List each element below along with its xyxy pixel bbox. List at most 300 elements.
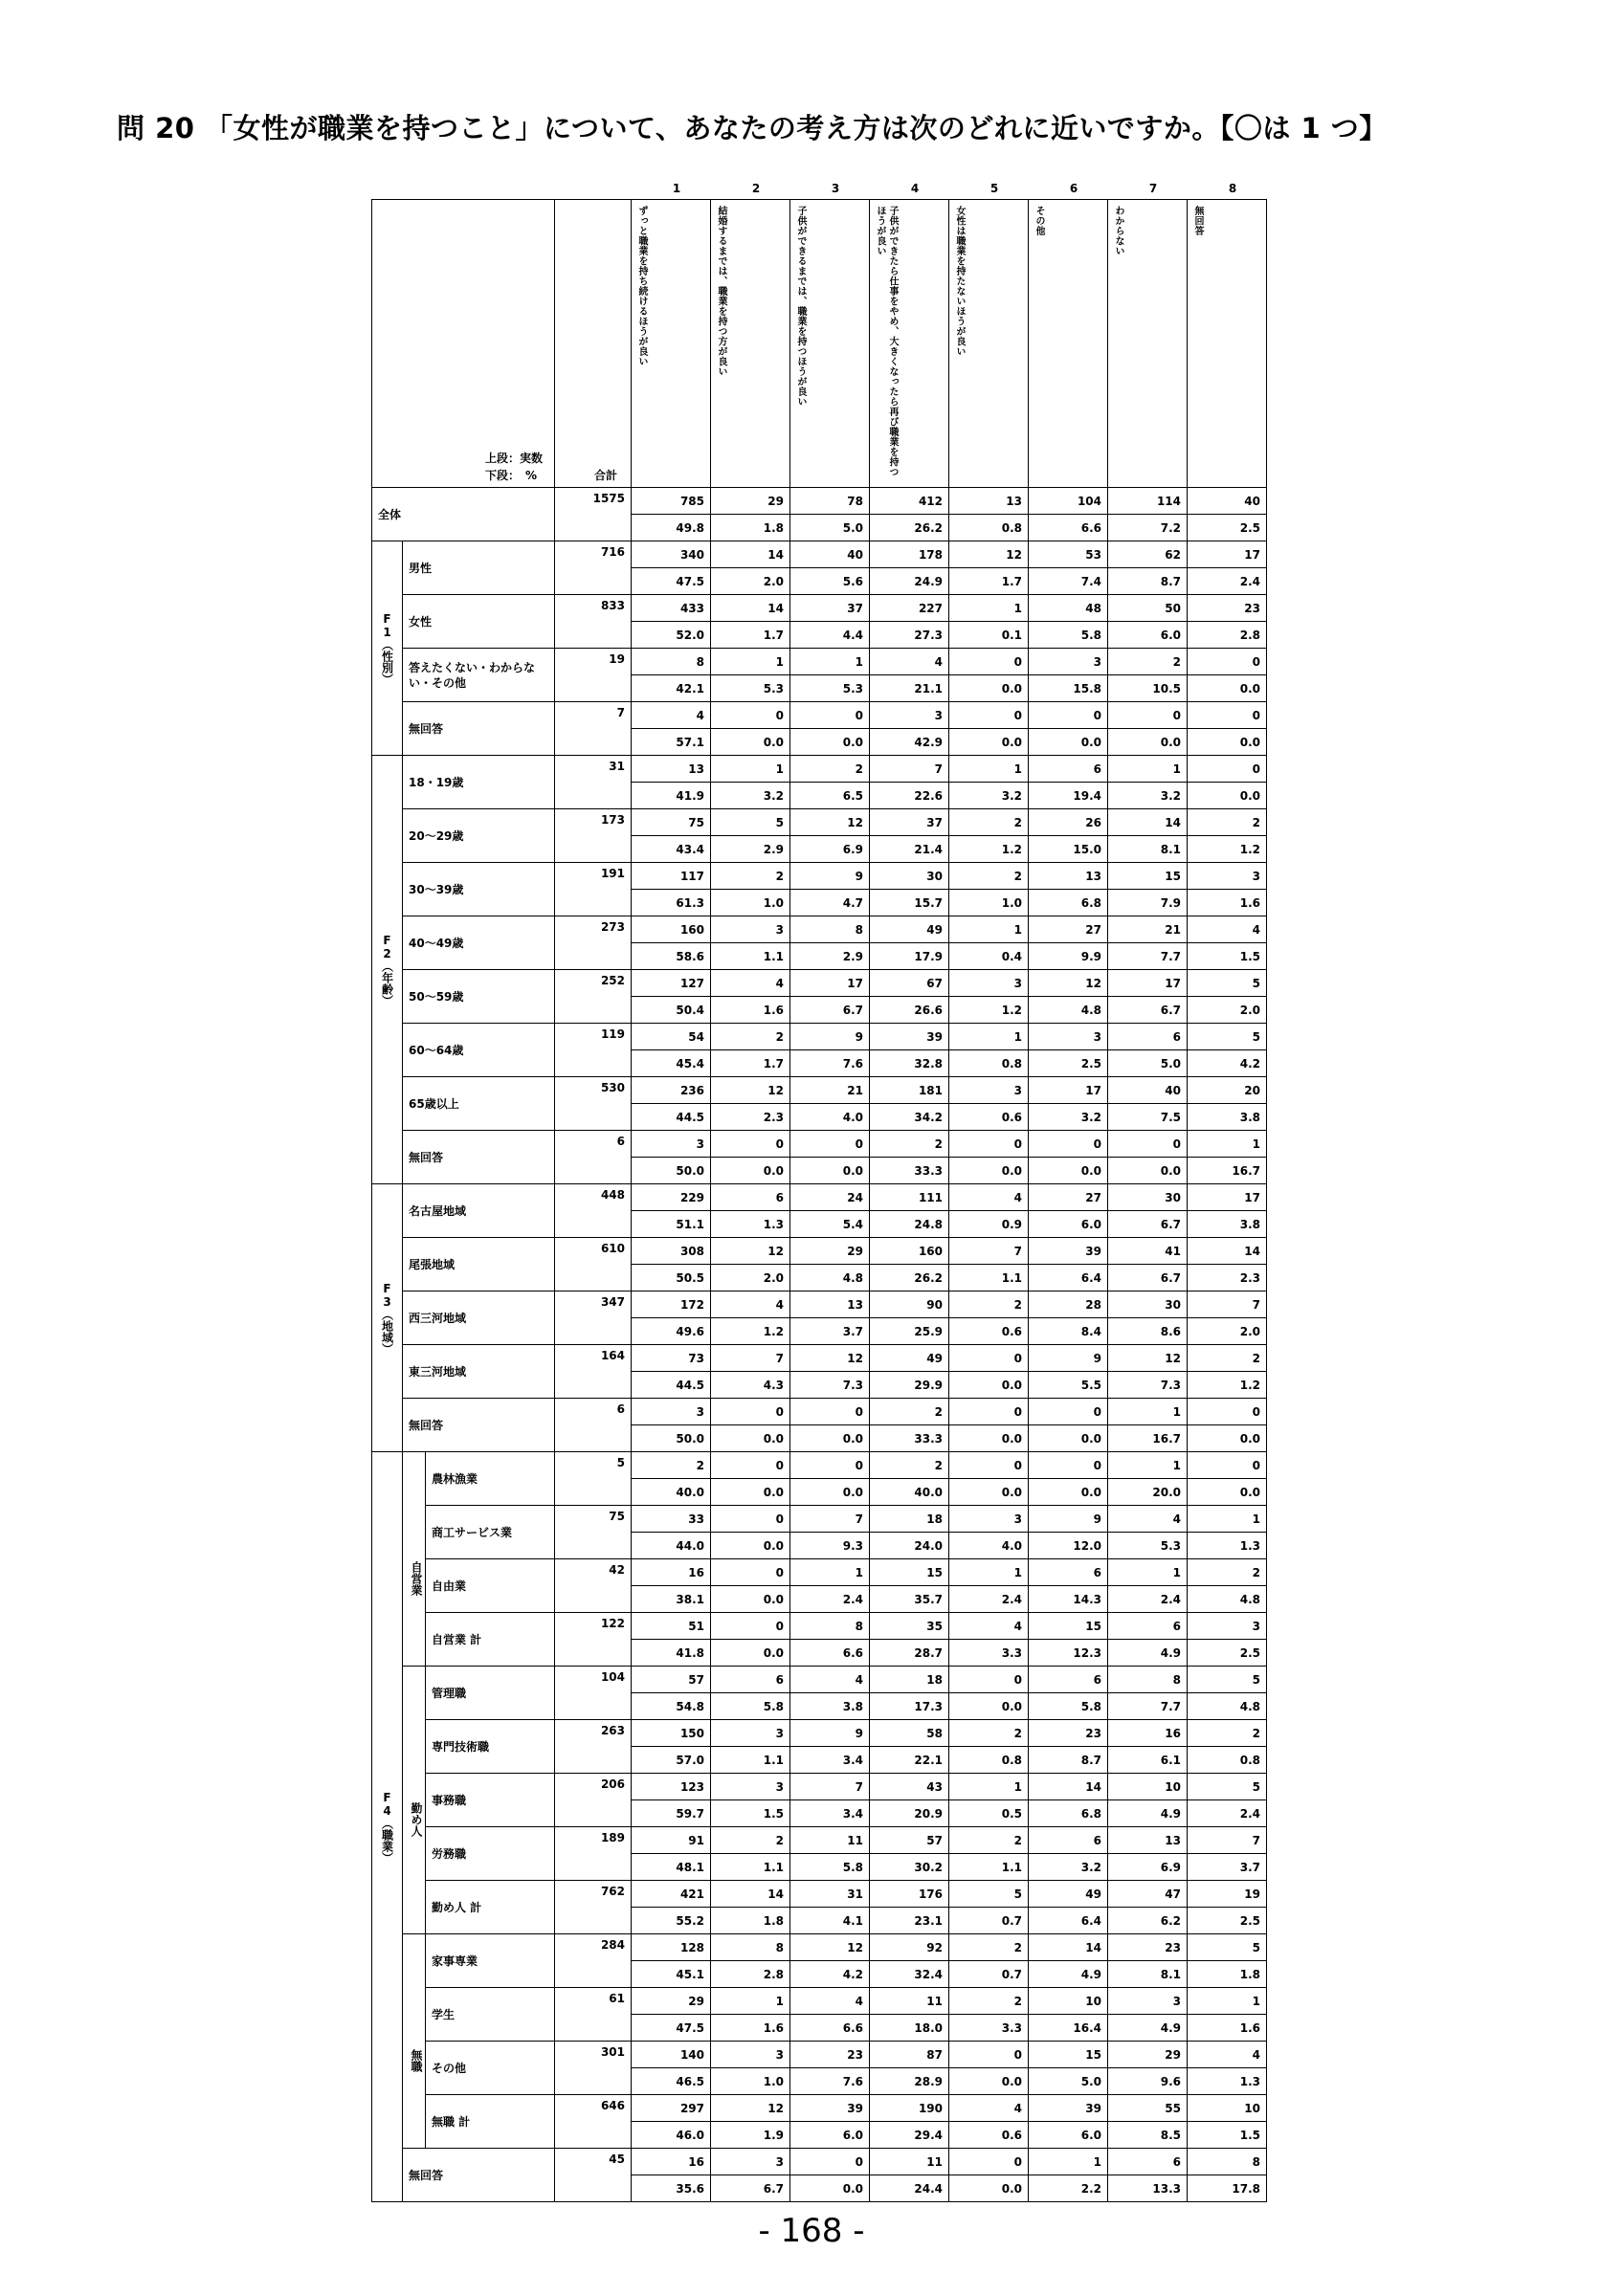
count-cell: 50 [1108, 595, 1188, 622]
count-cell: 78 [790, 488, 870, 515]
lower-label: 下段： % [485, 469, 538, 482]
row-label: 労務職 [426, 1827, 555, 1881]
percent-cell: 19.4 [1029, 783, 1108, 809]
count-cell: 6 [1029, 1559, 1108, 1586]
count-cell: 236 [632, 1077, 711, 1104]
count-cell: 24 [790, 1184, 870, 1211]
total-cell: 833 [555, 595, 632, 649]
percent-cell: 23.1 [870, 1908, 949, 1934]
percent-cell: 4.2 [1188, 1050, 1267, 1077]
percent-cell: 52.0 [632, 622, 711, 649]
count-cell: 11 [870, 2149, 949, 2175]
percent-cell: 7.3 [790, 1372, 870, 1399]
percent-cell: 0.0 [790, 1425, 870, 1452]
percent-cell: 1.6 [711, 997, 790, 1024]
count-cell: 2 [1188, 809, 1267, 836]
percent-cell: 44.0 [632, 1533, 711, 1559]
percent-cell: 1.3 [1188, 2068, 1267, 2095]
percent-cell: 0.8 [1188, 1747, 1267, 1774]
table-row [372, 1559, 1267, 1586]
count-cell: 73 [632, 1345, 711, 1372]
column-number: 8 [1228, 182, 1237, 195]
count-cell: 57 [632, 1667, 711, 1693]
count-cell: 14 [711, 595, 790, 622]
count-cell: 227 [870, 595, 949, 622]
column-header: ずっと職業を持ち続けるほうが良い [632, 200, 711, 488]
count-cell: 12 [711, 2095, 790, 2122]
count-cell: 57 [870, 1827, 949, 1854]
percent-cell: 8.4 [1029, 1318, 1108, 1345]
count-cell: 2 [1108, 649, 1188, 675]
count-cell: 12 [711, 1238, 790, 1265]
count-cell: 20 [1188, 1077, 1267, 1104]
count-cell: 14 [1188, 1238, 1267, 1265]
percent-cell: 32.8 [870, 1050, 949, 1077]
count-cell: 2 [632, 1452, 711, 1479]
percent-cell: 4.3 [711, 1372, 790, 1399]
percent-cell: 1.6 [711, 2015, 790, 2042]
percent-cell: 2.3 [1188, 1265, 1267, 1292]
count-cell: 14 [1029, 1934, 1108, 1961]
count-cell: 0 [1108, 1131, 1188, 1158]
count-cell: 2 [711, 1827, 790, 1854]
count-cell: 3 [632, 1399, 711, 1425]
count-cell: 27 [1029, 1184, 1108, 1211]
percent-cell: 1.8 [711, 1908, 790, 1934]
row-label: 全体 [372, 488, 555, 541]
total-cell: 263 [555, 1720, 632, 1774]
count-cell: 2 [870, 1399, 949, 1425]
count-cell: 4 [949, 1613, 1029, 1640]
percent-cell: 0.0 [949, 1479, 1029, 1506]
count-cell: 3 [949, 1077, 1029, 1104]
count-cell: 0 [949, 1667, 1029, 1693]
row-label: 勤め人 計 [426, 1881, 555, 1934]
percent-cell: 7.3 [1108, 1372, 1188, 1399]
count-cell: 17 [790, 970, 870, 997]
count-cell: 29 [632, 1988, 711, 2015]
percent-cell: 0.0 [949, 729, 1029, 756]
count-cell: 33 [632, 1506, 711, 1533]
count-cell: 17 [1108, 970, 1188, 997]
count-cell: 55 [1108, 2095, 1188, 2122]
count-cell: 1 [1029, 2149, 1108, 2175]
percent-cell: 0.0 [949, 2175, 1029, 2202]
column-header: 子供ができたら仕事をやめ、大きくなったら再び職業を持つほうが良い [870, 200, 949, 488]
count-cell: 3 [1108, 1988, 1188, 2015]
count-cell: 16 [632, 1559, 711, 1586]
count-cell: 0 [790, 1399, 870, 1425]
row-label: 自由業 [426, 1559, 555, 1613]
percent-cell: 3.7 [790, 1318, 870, 1345]
count-cell: 2 [949, 1720, 1029, 1747]
table-row [372, 970, 1267, 997]
percent-cell: 7.6 [790, 2068, 870, 2095]
percent-cell: 29.4 [870, 2122, 949, 2149]
total-cell: 273 [555, 916, 632, 970]
percent-cell: 42.9 [870, 729, 949, 756]
percent-cell: 14.3 [1029, 1586, 1108, 1613]
percent-cell: 3.8 [1188, 1211, 1267, 1238]
count-cell: 4 [870, 649, 949, 675]
count-cell: 140 [632, 2042, 711, 2068]
count-cell: 30 [1108, 1184, 1188, 1211]
percent-cell: 40.0 [632, 1479, 711, 1506]
count-cell: 0 [949, 1452, 1029, 1479]
count-cell: 92 [870, 1934, 949, 1961]
count-cell: 13 [949, 488, 1029, 515]
subgroup-label-mushoku: 無職 [403, 1934, 426, 2149]
count-cell: 31 [790, 1881, 870, 1908]
percent-cell: 3.2 [949, 783, 1029, 809]
percent-cell: 57.1 [632, 729, 711, 756]
total-cell: 122 [555, 1613, 632, 1667]
count-cell: 14 [711, 1881, 790, 1908]
count-cell: 6 [711, 1667, 790, 1693]
table-row [372, 1934, 1267, 1961]
count-cell: 7 [949, 1238, 1029, 1265]
count-cell: 15 [1029, 2042, 1108, 2068]
percent-cell: 2.4 [790, 1586, 870, 1613]
count-cell: 1 [949, 595, 1029, 622]
percent-cell: 21.1 [870, 675, 949, 702]
percent-cell: 58.6 [632, 943, 711, 970]
percent-cell: 2.8 [711, 1961, 790, 1988]
count-cell: 0 [1029, 1452, 1108, 1479]
percent-cell: 35.7 [870, 1586, 949, 1613]
count-cell: 0 [711, 1613, 790, 1640]
table-row [372, 1827, 1267, 1854]
count-cell: 172 [632, 1292, 711, 1318]
count-cell: 21 [790, 1077, 870, 1104]
count-cell: 23 [1108, 1934, 1188, 1961]
count-cell: 1 [711, 649, 790, 675]
percent-cell: 3.8 [790, 1693, 870, 1720]
row-label: 18・19歳 [403, 756, 555, 809]
count-cell: 67 [870, 970, 949, 997]
count-cell: 87 [870, 2042, 949, 2068]
count-cell: 30 [1108, 1292, 1188, 1318]
column-number: 2 [751, 182, 761, 195]
count-cell: 0 [790, 1131, 870, 1158]
percent-cell: 3.8 [1188, 1104, 1267, 1131]
count-cell: 9 [1029, 1506, 1108, 1533]
table-row [372, 1988, 1267, 2015]
table-row [372, 1774, 1267, 1800]
count-cell: 3 [870, 702, 949, 729]
count-cell: 49 [870, 1345, 949, 1372]
total-cell: 189 [555, 1827, 632, 1881]
percent-cell: 47.5 [632, 568, 711, 595]
percent-cell: 2.9 [711, 836, 790, 863]
row-label: 学生 [426, 1988, 555, 2042]
count-cell: 12 [711, 1077, 790, 1104]
column-number: 5 [989, 182, 999, 195]
count-cell: 1 [1108, 756, 1188, 783]
percent-cell: 9.3 [790, 1533, 870, 1559]
total-cell: 164 [555, 1345, 632, 1399]
percent-cell: 5.3 [790, 675, 870, 702]
count-cell: 0 [1029, 702, 1108, 729]
percent-cell: 57.0 [632, 1747, 711, 1774]
count-cell: 0 [711, 1559, 790, 1586]
percent-cell: 0.0 [1188, 1425, 1267, 1452]
table-row [372, 1881, 1267, 1908]
percent-cell: 3.7 [1188, 1854, 1267, 1881]
count-cell: 421 [632, 1881, 711, 1908]
percent-cell: 5.3 [711, 675, 790, 702]
table-row [372, 541, 1267, 568]
percent-cell: 6.0 [1029, 2122, 1108, 2149]
count-cell: 3 [711, 916, 790, 943]
count-cell: 176 [870, 1881, 949, 1908]
count-cell: 23 [790, 2042, 870, 2068]
count-cell: 40 [790, 541, 870, 568]
row-label: 専門技術職 [426, 1720, 555, 1774]
group-label-f3: F3（地域） [372, 1184, 403, 1452]
percent-cell: 15.7 [870, 890, 949, 916]
percent-cell: 0.0 [1188, 1479, 1267, 1506]
count-cell: 160 [870, 1238, 949, 1265]
row-label: 尾張地域 [403, 1238, 555, 1292]
percent-cell: 6.7 [790, 997, 870, 1024]
column-number: 4 [910, 182, 920, 195]
percent-cell: 3.3 [949, 1640, 1029, 1667]
percent-cell: 2.8 [1188, 622, 1267, 649]
count-cell: 190 [870, 2095, 949, 2122]
count-cell: 28 [1029, 1292, 1108, 1318]
count-cell: 13 [1108, 1827, 1188, 1854]
count-cell: 9 [790, 1720, 870, 1747]
percent-cell: 6.6 [1029, 515, 1108, 541]
count-cell: 9 [1029, 1345, 1108, 1372]
count-cell: 48 [1029, 595, 1108, 622]
count-cell: 49 [1029, 1881, 1108, 1908]
percent-cell: 1.3 [1188, 1533, 1267, 1559]
count-cell: 340 [632, 541, 711, 568]
percent-cell: 0.0 [790, 2175, 870, 2202]
percent-cell: 9.6 [1108, 2068, 1188, 2095]
count-cell: 0 [711, 702, 790, 729]
count-cell: 13 [1029, 863, 1108, 890]
table-row [372, 756, 1267, 783]
total-cell: 347 [555, 1292, 632, 1345]
count-cell: 14 [1108, 809, 1188, 836]
total-cell: 716 [555, 541, 632, 595]
count-cell: 18 [870, 1667, 949, 1693]
percent-cell: 6.0 [790, 2122, 870, 2149]
percent-cell: 1.9 [711, 2122, 790, 2149]
count-cell: 0 [949, 649, 1029, 675]
percent-cell: 1.2 [949, 836, 1029, 863]
percent-cell: 0.7 [949, 1908, 1029, 1934]
total-cell: 610 [555, 1238, 632, 1292]
count-cell: 15 [870, 1559, 949, 1586]
percent-cell: 0.0 [949, 1425, 1029, 1452]
count-cell: 37 [870, 809, 949, 836]
percent-cell: 1.1 [949, 1854, 1029, 1881]
count-cell: 1 [711, 756, 790, 783]
percent-cell: 33.3 [870, 1425, 949, 1452]
percent-cell: 4.7 [790, 890, 870, 916]
percent-cell: 0.0 [711, 1425, 790, 1452]
count-cell: 8 [790, 916, 870, 943]
percent-cell: 8.1 [1108, 836, 1188, 863]
total-cell: 19 [555, 649, 632, 702]
percent-cell: 1.8 [1188, 1961, 1267, 1988]
percent-cell: 29.9 [870, 1372, 949, 1399]
row-label: その他 [426, 2042, 555, 2095]
percent-cell: 8.7 [1108, 568, 1188, 595]
percent-cell: 6.7 [1108, 1265, 1188, 1292]
table-row [372, 1399, 1267, 1425]
count-cell: 6 [1108, 1024, 1188, 1050]
percent-cell: 0.8 [949, 515, 1029, 541]
column-numbers [0, 182, 1623, 201]
percent-cell: 22.6 [870, 783, 949, 809]
percent-cell: 0.8 [949, 1050, 1029, 1077]
row-label: 自営業 計 [426, 1613, 555, 1667]
percent-cell: 2.5 [1188, 515, 1267, 541]
count-cell: 3 [632, 1131, 711, 1158]
percent-cell: 50.4 [632, 997, 711, 1024]
count-cell: 1 [949, 1559, 1029, 1586]
percent-cell: 1.0 [711, 890, 790, 916]
percent-cell: 6.1 [1108, 1747, 1188, 1774]
row-label: 家事専業 [426, 1934, 555, 1988]
count-cell: 104 [1029, 488, 1108, 515]
count-cell: 90 [870, 1292, 949, 1318]
count-cell: 4 [711, 970, 790, 997]
count-cell: 4 [1188, 916, 1267, 943]
count-cell: 4 [790, 1667, 870, 1693]
count-cell: 3 [711, 1774, 790, 1800]
count-cell: 47 [1108, 1881, 1188, 1908]
percent-cell: 3.2 [1029, 1854, 1108, 1881]
count-cell: 58 [870, 1720, 949, 1747]
count-cell: 1 [1108, 1559, 1188, 1586]
percent-cell: 5.0 [1029, 2068, 1108, 2095]
total-cell: 1575 [555, 488, 632, 541]
percent-cell: 0.0 [1188, 783, 1267, 809]
count-cell: 3 [711, 2042, 790, 2068]
count-cell: 150 [632, 1720, 711, 1747]
count-cell: 4 [1188, 2042, 1267, 2068]
count-cell: 2 [1188, 1720, 1267, 1747]
total-cell: 6 [555, 1399, 632, 1452]
total-cell: 530 [555, 1077, 632, 1131]
count-cell: 114 [1108, 488, 1188, 515]
row-label: 事務職 [426, 1774, 555, 1827]
column-number: 7 [1148, 182, 1158, 195]
percent-cell: 24.8 [870, 1211, 949, 1238]
count-cell: 3 [1029, 649, 1108, 675]
count-cell: 29 [790, 1238, 870, 1265]
percent-cell: 12.0 [1029, 1533, 1108, 1559]
subgroup-label-jieigyo: 自営業 [403, 1452, 426, 1667]
count-cell: 3 [1029, 1024, 1108, 1050]
count-cell: 6 [1108, 1613, 1188, 1640]
percent-cell: 0.0 [711, 1479, 790, 1506]
percent-cell: 1.1 [711, 943, 790, 970]
count-cell: 21 [1108, 916, 1188, 943]
total-cell: 119 [555, 1024, 632, 1077]
percent-cell: 49.8 [632, 515, 711, 541]
percent-cell: 0.4 [949, 943, 1029, 970]
percent-cell: 6.5 [790, 783, 870, 809]
percent-cell: 0.7 [949, 1961, 1029, 1988]
percent-cell: 4.0 [790, 1104, 870, 1131]
count-cell: 3 [949, 970, 1029, 997]
count-cell: 8 [632, 649, 711, 675]
table-row [372, 1024, 1267, 1050]
count-cell: 4 [711, 1292, 790, 1318]
percent-cell: 0.0 [790, 729, 870, 756]
count-cell: 39 [1029, 2095, 1108, 2122]
table-row [372, 2042, 1267, 2068]
count-cell: 62 [1108, 541, 1188, 568]
upper-label: 上段：実数 [485, 452, 544, 465]
count-cell: 7 [1188, 1292, 1267, 1318]
count-cell: 12 [790, 1345, 870, 1372]
count-cell: 75 [632, 809, 711, 836]
percent-cell: 4.9 [1108, 2015, 1188, 2042]
count-cell: 12 [790, 1934, 870, 1961]
percent-cell: 2.4 [949, 1586, 1029, 1613]
percent-cell: 24.0 [870, 1533, 949, 1559]
percent-cell: 22.1 [870, 1747, 949, 1774]
count-cell: 3 [949, 1506, 1029, 1533]
percent-cell: 0.0 [711, 1586, 790, 1613]
count-cell: 10 [1108, 1774, 1188, 1800]
percent-cell: 28.7 [870, 1640, 949, 1667]
percent-cell: 0.0 [949, 1372, 1029, 1399]
percent-cell: 6.4 [1029, 1265, 1108, 1292]
percent-cell: 0.0 [711, 1640, 790, 1667]
percent-cell: 49.6 [632, 1318, 711, 1345]
count-cell: 12 [949, 541, 1029, 568]
count-cell: 3 [711, 1720, 790, 1747]
count-cell: 1 [1108, 1452, 1188, 1479]
count-cell: 9 [790, 1024, 870, 1050]
percent-cell: 34.2 [870, 1104, 949, 1131]
count-cell: 26 [1029, 809, 1108, 836]
percent-cell: 8.1 [1108, 1961, 1188, 1988]
count-cell: 4 [949, 2095, 1029, 2122]
count-cell: 43 [870, 1774, 949, 1800]
percent-cell: 0.0 [790, 1158, 870, 1184]
table-row [372, 2149, 1267, 2175]
percent-cell: 0.0 [790, 1479, 870, 1506]
count-cell: 0 [1188, 1399, 1267, 1425]
count-cell: 41 [1108, 1238, 1188, 1265]
count-cell: 5 [1188, 1934, 1267, 1961]
count-cell: 49 [870, 916, 949, 943]
table-row [372, 916, 1267, 943]
count-cell: 2 [949, 809, 1029, 836]
percent-cell: 25.9 [870, 1318, 949, 1345]
percent-cell: 15.0 [1029, 836, 1108, 863]
row-label: 男性 [403, 541, 555, 595]
count-cell: 785 [632, 488, 711, 515]
count-cell: 40 [1188, 488, 1267, 515]
percent-cell: 2.0 [711, 568, 790, 595]
percent-cell: 16.7 [1108, 1425, 1188, 1452]
percent-cell: 1.8 [711, 515, 790, 541]
percent-cell: 2.4 [1188, 568, 1267, 595]
percent-cell: 7.7 [1108, 1693, 1188, 1720]
count-cell: 39 [1029, 1238, 1108, 1265]
